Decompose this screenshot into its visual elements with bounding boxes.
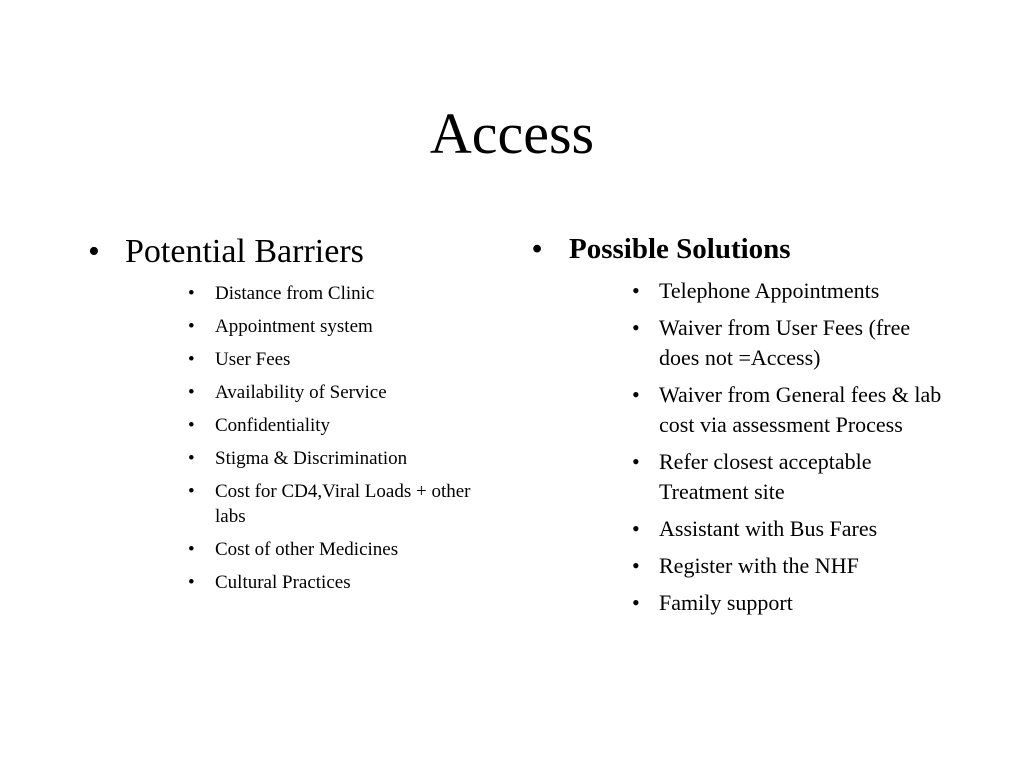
list-item-text: Distance from Clinic: [215, 283, 375, 304]
bullet-icon: •: [188, 283, 195, 304]
list-item-text: Cost for CD4,Viral Loads + other labs: [215, 481, 471, 527]
bullet-icon: •: [188, 481, 195, 502]
list-item: [188, 281, 488, 306]
list-item-text: Stigma & Discrimination: [215, 448, 408, 469]
solutions-heading-text: Possible Solutions: [569, 233, 791, 265]
bullet-icon: •: [632, 315, 640, 340]
bullet-icon: •: [632, 449, 640, 474]
list-item-text: Cost of other Medicines: [215, 539, 399, 560]
list-item: [632, 514, 952, 544]
list-item: [188, 347, 488, 372]
list-item-text: Family support: [659, 590, 793, 615]
bullet-icon: •: [632, 516, 640, 541]
solutions-list: [632, 276, 952, 618]
list-item-text: Availability of Service: [215, 382, 387, 403]
list-item: [632, 380, 952, 440]
bullet-icon: •: [632, 278, 640, 303]
list-item: [188, 380, 488, 405]
bullet-icon: •: [632, 553, 640, 578]
list-item: [188, 570, 488, 595]
barriers-list: [188, 281, 488, 595]
bullet-icon: •: [188, 572, 195, 593]
list-item: [188, 413, 488, 438]
list-item: [632, 276, 952, 306]
bullet-icon: •: [188, 316, 195, 337]
list-item: [632, 551, 952, 581]
list-item-text: Waiver from User Fees (free does not =Access): [659, 315, 911, 370]
list-item: [632, 588, 952, 618]
solutions-heading: [532, 230, 952, 268]
bullet-icon: •: [88, 233, 100, 270]
list-item-text: Cultural Practices: [215, 572, 351, 593]
bullet-icon: •: [188, 448, 195, 469]
barriers-heading: [88, 230, 488, 274]
bullet-icon: •: [632, 590, 640, 615]
slide-title: Access: [429, 101, 595, 166]
list-item: [188, 446, 488, 471]
bullet-icon: •: [632, 382, 640, 407]
list-item: [188, 537, 488, 562]
list-item-text: Assistant with Bus Fares: [659, 516, 878, 541]
list-item-text: Appointment system: [215, 316, 373, 337]
list-item-text: User Fees: [215, 349, 291, 370]
bullet-icon: •: [188, 382, 195, 403]
list-item-text: Refer closest acceptable Treatment site: [659, 449, 872, 504]
list-item-text: Confidentiality: [215, 415, 331, 436]
bullet-icon: •: [188, 349, 195, 370]
barriers-column: [88, 230, 488, 603]
barriers-heading-text: Potential Barriers: [125, 233, 364, 270]
list-item: [188, 314, 488, 339]
list-item-text: Telephone Appointments: [659, 278, 880, 303]
bullet-icon: •: [532, 233, 543, 265]
list-item: [188, 479, 488, 529]
bullet-icon: •: [188, 415, 195, 436]
list-item: [632, 447, 952, 507]
solutions-column: [532, 230, 952, 625]
list-item-text: Waiver from General fees & lab cost via assessment Process: [659, 382, 942, 437]
list-item: [632, 313, 952, 373]
list-item-text: Register with the NHF: [659, 553, 859, 578]
bullet-icon: •: [188, 539, 195, 560]
